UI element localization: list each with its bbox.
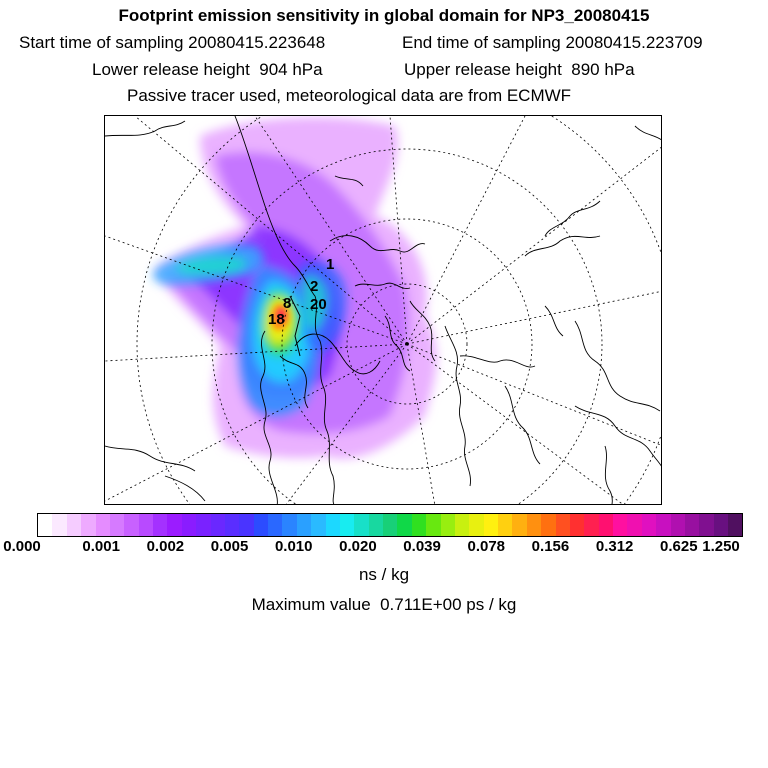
colorbar-cell xyxy=(311,514,325,536)
colorbar-cell xyxy=(469,514,483,536)
colorbar-tick-label: 0.020 xyxy=(339,538,377,555)
colorbar-cell xyxy=(512,514,526,536)
release-label-2: 2 xyxy=(310,278,319,295)
colorbar-cell xyxy=(354,514,368,536)
colorbar-cell xyxy=(685,514,699,536)
colorbar-cell xyxy=(196,514,210,536)
colorbar-cell xyxy=(167,514,181,536)
colorbar-tick-label: 0.001 xyxy=(82,538,120,555)
colorbar-cell xyxy=(239,514,253,536)
plot-title: Footprint emission sensitivity in global domain for NP3_20080415 xyxy=(118,6,650,25)
colorbar-cell xyxy=(369,514,383,536)
colorbar-cell xyxy=(556,514,570,536)
colorbar-cell xyxy=(139,514,153,536)
colorbar-cell xyxy=(182,514,196,536)
colorbar-cell xyxy=(282,514,296,536)
colorbar-tick-label: 0.625 xyxy=(660,538,698,555)
colorbar-cell xyxy=(52,514,66,536)
colorbar-cell xyxy=(96,514,110,536)
colorbar-tick-label: 0.078 xyxy=(467,538,506,555)
colorbar-cell xyxy=(599,514,613,536)
colorbar-cell xyxy=(714,514,728,536)
colorbar-cell xyxy=(584,514,598,536)
colorbar-tick-label: 0.002 xyxy=(146,538,185,555)
colorbar-cell xyxy=(297,514,311,536)
map-frame xyxy=(104,115,662,505)
colorbar-cell xyxy=(67,514,81,536)
colorbar-cell xyxy=(671,514,685,536)
colorbar-cell xyxy=(153,514,167,536)
colorbar-cell xyxy=(728,514,742,536)
colorbar-tick-label: 0.010 xyxy=(274,538,313,555)
colorbar-cell xyxy=(254,514,268,536)
colorbar-cell xyxy=(110,514,124,536)
max-value-label: Maximum value 0.711E+00 ps / kg xyxy=(251,595,517,614)
end-time-label: End time of sampling 20080415.223709 xyxy=(402,33,703,52)
colorbar-cell xyxy=(412,514,426,536)
colorbar-cell xyxy=(397,514,411,536)
colorbar-tick-label: 0.039 xyxy=(403,538,441,555)
colorbar-cell xyxy=(642,514,656,536)
release-label-20: 20 xyxy=(310,296,327,313)
colorbar xyxy=(37,513,743,537)
colorbar-cell xyxy=(527,514,541,536)
upper-height-label: Upper release height 890 hPa xyxy=(404,60,635,79)
tracer-label: Passive tracer used, meteorological data are from ECMWF xyxy=(127,86,572,105)
colorbar-cell xyxy=(441,514,455,536)
release-label-18: 18 xyxy=(268,311,285,328)
colorbar-cell xyxy=(627,514,641,536)
colorbar-cell xyxy=(211,514,225,536)
colorbar-cell xyxy=(570,514,584,536)
colorbar-tick-label: 0.156 xyxy=(531,538,570,555)
colorbar-cell xyxy=(268,514,282,536)
release-label-1: 1 xyxy=(326,256,335,273)
colorbar-cell xyxy=(699,514,713,536)
colorbar-cell xyxy=(383,514,397,536)
colorbar-cell xyxy=(541,514,555,536)
colorbar-cell xyxy=(81,514,95,536)
map-canvas xyxy=(105,116,662,505)
colorbar-cell xyxy=(656,514,670,536)
start-time-label: Start time of sampling 20080415.223648 xyxy=(19,33,326,52)
colorbar-cell xyxy=(426,514,440,536)
colorbar-tick-label: 1.250 xyxy=(702,538,740,555)
colorbar-cell xyxy=(498,514,512,536)
colorbar-cell xyxy=(225,514,239,536)
colorbar-cell xyxy=(38,514,52,536)
colorbar-cell xyxy=(613,514,627,536)
colorbar-cell xyxy=(455,514,469,536)
unit-label: ns / kg xyxy=(358,565,410,584)
lower-height-label: Lower release height 904 hPa xyxy=(92,60,323,79)
colorbar-cell xyxy=(326,514,340,536)
colorbar-cell xyxy=(124,514,138,536)
colorbar-tick-label: 0.000 xyxy=(3,538,41,555)
colorbar-cell xyxy=(340,514,354,536)
colorbar-cell xyxy=(484,514,498,536)
colorbar-tick-label: 0.005 xyxy=(210,538,249,555)
colorbar-tick-label: 0.312 xyxy=(595,538,634,555)
release-label-8: 8 xyxy=(283,295,292,312)
